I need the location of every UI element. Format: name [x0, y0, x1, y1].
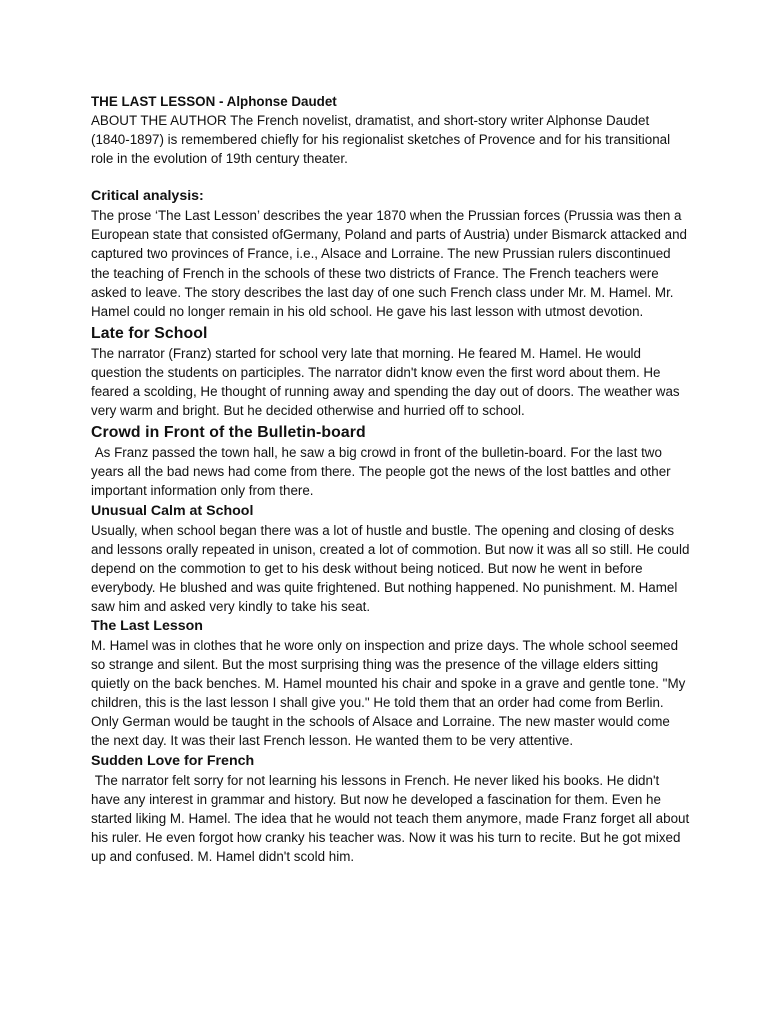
- section-heading-sudden-love-for-french: Sudden Love for French: [91, 752, 255, 769]
- section-heading-unusual-calm: Unusual Calm at School: [91, 502, 254, 519]
- section-heading-the-last-lesson: The Last Lesson: [91, 617, 203, 634]
- document-page: [91, 92, 691, 866]
- section-heading-critical-analysis: Critical analysis:: [91, 188, 204, 205]
- section-heading-crowd-bulletin-board: Crowd in Front of the Bulletin-board: [91, 424, 366, 442]
- document-title: THE LAST LESSON - Alphonse Daudet: [91, 94, 337, 109]
- section-body-the-last-lesson: M. Hamel was in clothes that he wore only on inspection and prize days. The whole school seemed so strange and silent. But the most surprising thing was the presence of the village elders sitting quietly on the back benches. M. Hamel mounted his chair and spoke in a grave and gentle tone. "My children, this is the last lesson I shall give you." He told them that an order had come from Berlin. Only German would be taught in the schools of Alsace and Lorraine. The new master would come the next day. It was their last French lesson. He wanted them to be very attentive.: [91, 637, 686, 749]
- section-heading-late-for-school: Late for School: [91, 324, 208, 342]
- section-body-sudden-love-for-french: The narrator felt sorry for not learning his lessons in French. He never liked his books. He didn't have any interest in grammar and history. But now he developed a fascination for them. Even he started liking M. Hamel. The idea that he would not teach them anymore, made Franz forget all about his ruler. He even forgot how cranky his teacher was. Now it was his turn to recite. But he got mixed up and confused. M. Hamel didn't scold him.: [91, 772, 693, 864]
- about-author-paragraph: ABOUT THE AUTHOR The French novelist, dramatist, and short-story writer Alphonse Daudet (1840-1897) is remembered chiefly for his regionalist sketches of Provence and for his transitional role in the evolution of 19th century theater.: [91, 113, 671, 167]
- section-body-critical-analysis: The prose ‘The Last Lesson’ describes the year 1870 when the Prussian forces (Prussia was then a European state that consisted ofGermany, Poland and parts of Austria) under Bismarck attacked and captured two provinces of France, i.e., Alsace and Lorraine. The new Prussian rulers discontinued the teaching of French in the schools of these two districts of France. The French teachers were asked to leave. The story describes the last day of one such French class under Mr. M. Hamel. Mr. Hamel could no longer remain in his old school. He gave his last lesson with utmost devotion.: [91, 208, 687, 319]
- section-body-unusual-calm: Usually, when school began there was a lot of hustle and bustle. The opening and closing of desks and lessons orally repeated in unison, created a lot of commotion. But now it was all so still. He could depend on the commotion to get to his desk without being noticed. But now he went in before everybody. He blushed and was quite frightened. But nothing happened. No punishment. M. Hamel saw him and asked very kindly to take his seat.: [91, 522, 690, 614]
- section-body-crowd-bulletin-board: As Franz passed the town hall, he saw a big crowd in front of the bulletin-board. For the last two years all the bad news had come from there. The people got the news of the lost battles and other important information only from there.: [91, 445, 675, 499]
- section-body-late-for-school: The narrator (Franz) started for school very late that morning. He feared M. Hamel. He would question the students on participles. The narrator didn't know even the first word about them. He feared a scolding, He thought of running away and spending the day out of doors. The weather was very warm and bright. But he decided otherwise and hurried off to school.: [91, 345, 680, 419]
